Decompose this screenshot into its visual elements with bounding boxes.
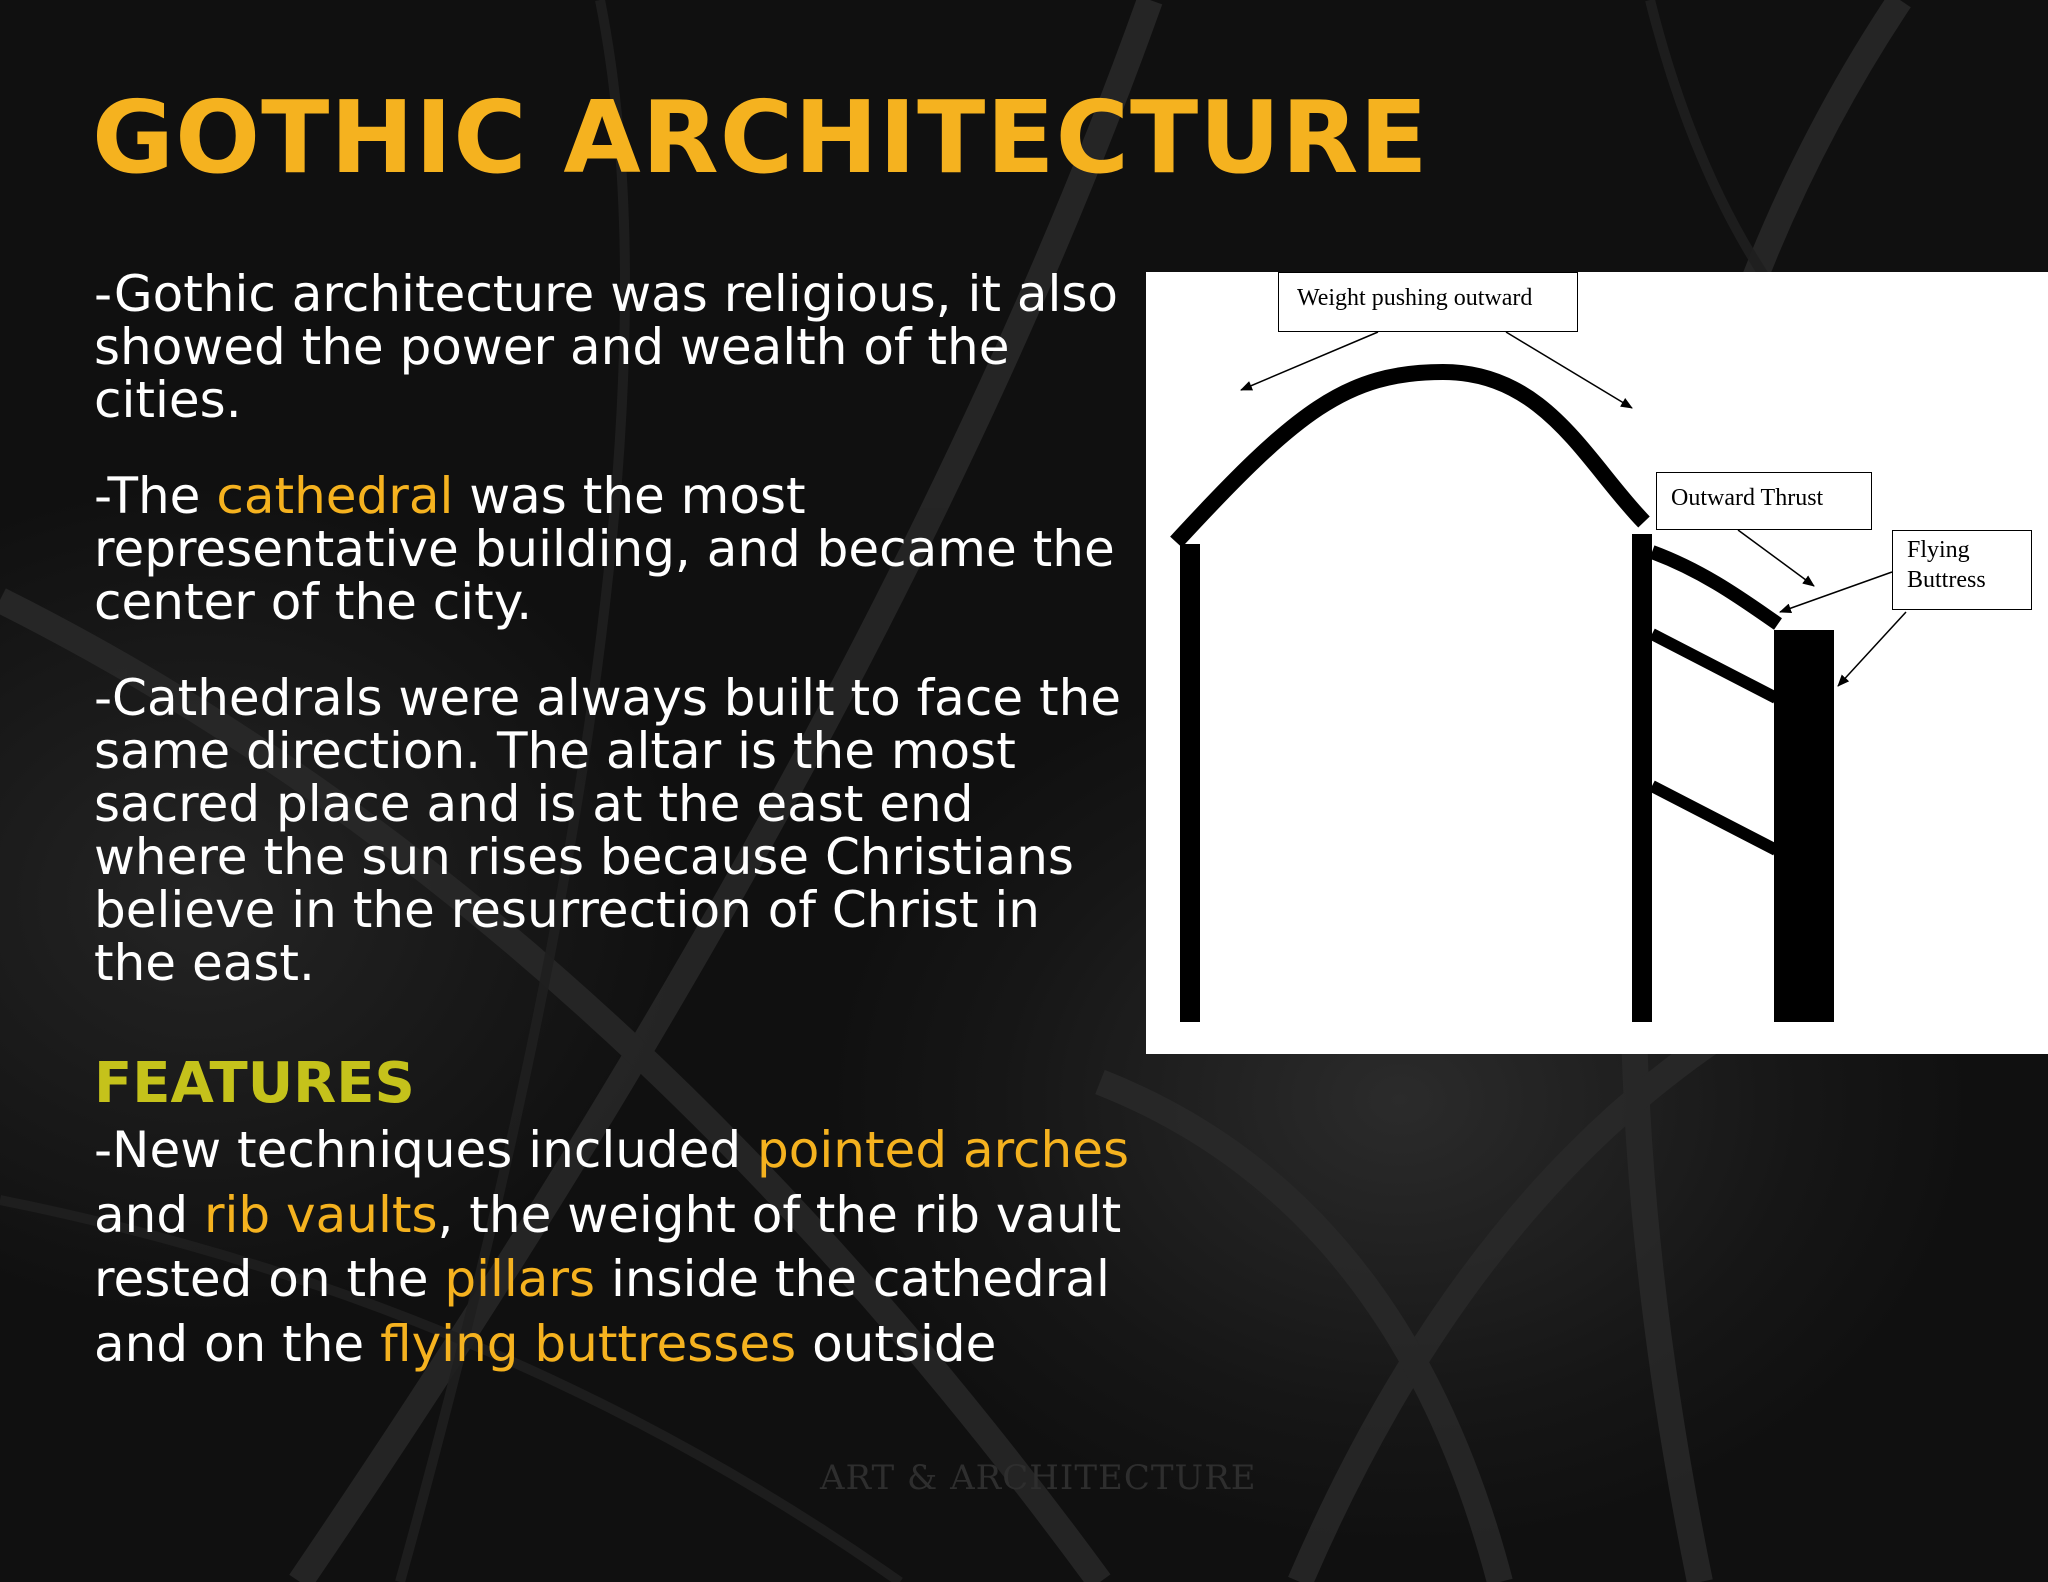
- label-weight-pushing-outward: Weight pushing outward: [1278, 272, 1578, 332]
- label-outward-thrust: Outward Thrust: [1656, 472, 1872, 530]
- paragraph-cathedral: [94, 467, 1134, 631]
- pointed-arch: [1176, 372, 1644, 542]
- paragraph-religious: -Gothic architecture was religious, it also showed the power and wealth of the cities.: [94, 265, 1118, 429]
- features-text-2: and: [94, 1185, 204, 1244]
- flying-buttress-diagram: [1146, 272, 2048, 1054]
- lower-flyer: [1652, 786, 1776, 850]
- highlight-flying-buttresses: flying buttresses: [380, 1314, 797, 1373]
- highlight-cathedral: cathedral: [216, 467, 454, 525]
- arrow-outward-thrust: [1738, 530, 1814, 586]
- features-heading: FEATURES: [94, 1051, 415, 1116]
- features-text-3: , the weight of the rib vault rested on the: [94, 1185, 1122, 1308]
- footer-watermark: ART & ARCHITECTURE: [820, 1458, 1257, 1498]
- paragraph-direction: -Cathedrals were always built to face the same direction. The altar is the most sacred place and is at the east end where the sun rises because Christians believe in the resurrection of Christ in the east.: [94, 669, 1122, 992]
- buttress-pier: [1774, 630, 1834, 1022]
- arrow-flying-buttress-arch: [1780, 572, 1892, 612]
- features-text-1: -New techniques included: [94, 1121, 758, 1179]
- arrow-flying-buttress-pier: [1838, 612, 1906, 686]
- diagram-drawing: [1146, 272, 2048, 1054]
- label-flying-buttress-line2: Buttress: [1907, 567, 1986, 593]
- paragraph-cathedral-after: was the most representative building, and became the center of the city.: [94, 467, 1115, 631]
- highlight-rib-vaults: rib vaults: [203, 1185, 438, 1244]
- right-wall: [1632, 534, 1652, 1022]
- upper-flying-arch: [1652, 552, 1778, 624]
- features-text: [94, 1118, 1134, 1376]
- features-text-4: inside the cathedral and on the: [94, 1250, 1110, 1373]
- label-flying-buttress-line1: Flying: [1907, 537, 1970, 563]
- middle-flyer: [1652, 634, 1776, 698]
- page-title: GOTHIC ARCHITECTURE: [92, 79, 1429, 196]
- highlight-pointed-arches: pointed arches: [757, 1121, 1130, 1179]
- features-text-5: outside: [796, 1314, 997, 1373]
- highlight-pillars: pillars: [444, 1250, 596, 1308]
- left-wall: [1180, 544, 1200, 1022]
- paragraph-cathedral-before: -The: [94, 467, 217, 525]
- label-flying-buttress: [1892, 530, 2032, 610]
